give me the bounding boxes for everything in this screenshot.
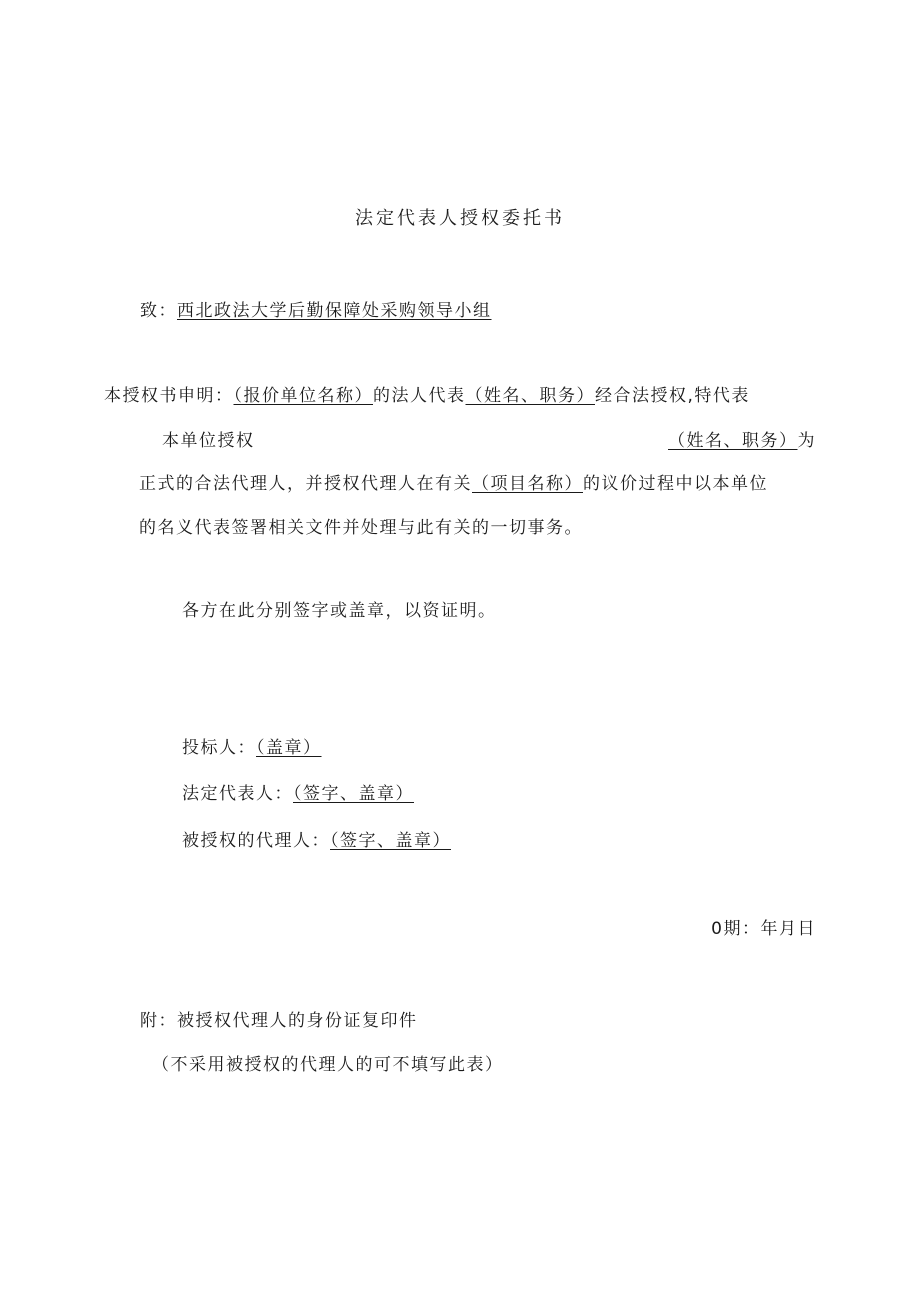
signature-label: 被授权的代理人： [182, 831, 330, 851]
date-line: 0期：年月日 [711, 919, 816, 939]
declaration-line-2-right [668, 429, 816, 453]
declaration-text-5: 正式的合法代理人，并授权代理人在有关 [139, 474, 472, 494]
agent-name-blank: （姓名、职务） [668, 431, 798, 451]
bidder-name-blank: （报价单位名称） [233, 386, 373, 406]
recipient-name: 西北政法大学后勤保障处采购领导小组 [177, 301, 492, 321]
declaration-line-4: 的名义代表签署相关文件并处理与此有关的一切事务。 [139, 518, 583, 538]
project-name-blank: （项目名称） [472, 474, 583, 494]
signature-label: 投标人： [182, 738, 256, 758]
signature-blank: （盖章） [256, 738, 322, 758]
signature-agent [182, 829, 451, 853]
signature-label: 法定代表人： [182, 784, 293, 804]
declaration-line-3 [139, 472, 768, 496]
note-line: （不采用被授权的代理人的可不填写此表） [152, 1055, 504, 1075]
legal-rep-blank: （姓名、职务） [465, 386, 595, 406]
declaration-line-1 [104, 384, 750, 408]
attachment-line: 附：被授权代理人的身份证复印件 [140, 1011, 418, 1031]
declaration-line-2-left: 本单位授权 [162, 431, 255, 451]
declaration-text-2: 的法人代表 [373, 386, 466, 406]
signature-legal-rep [182, 782, 414, 806]
recipient-prefix: 致： [140, 301, 177, 321]
declaration-text-4: 为 [797, 431, 816, 451]
declaration-text-3: 经合法授权,特代表 [595, 386, 750, 406]
declaration-text-6: 的议价过程中以本单位 [583, 474, 768, 494]
declaration-text-1: 本授权书申明： [104, 386, 234, 406]
signature-blank: （签字、盖章） [330, 831, 451, 851]
document-title: 法定代表人授权委托书 [355, 208, 565, 229]
witness-statement: 各方在此分别签字或盖章，以资证明。 [182, 601, 497, 621]
signature-blank: （签字、盖章） [293, 784, 414, 804]
recipient-line [140, 299, 492, 323]
signature-bidder [182, 736, 322, 760]
